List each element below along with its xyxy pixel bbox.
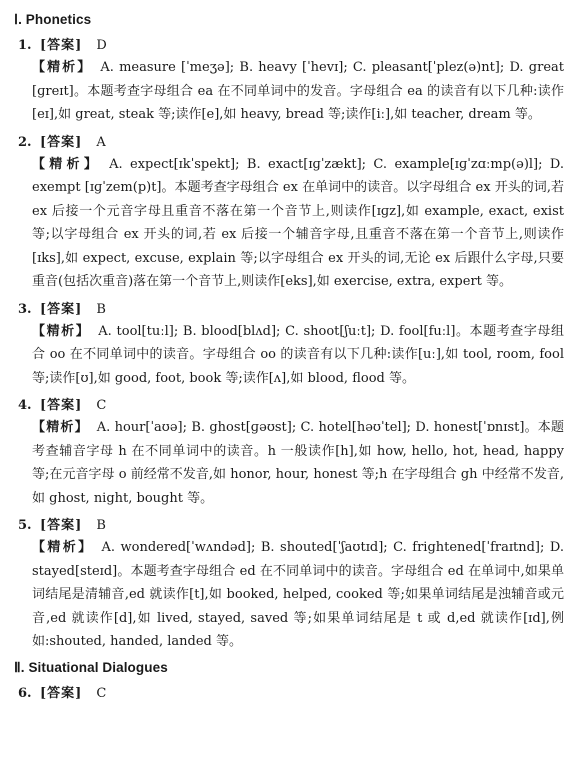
item-number: 2.	[18, 134, 32, 150]
answer-label: [答案]	[40, 134, 83, 150]
item-number: 5.	[18, 518, 32, 533]
answer-label: [答案]	[40, 38, 83, 53]
section-title-situational-dialogues: Ⅱ. Situational Dialogues	[14, 659, 168, 675]
item-number: 1.	[18, 38, 32, 53]
analysis-label: 【精析】	[32, 540, 94, 555]
answer-label: [答案]	[40, 301, 83, 317]
answer-item	[18, 514, 564, 654]
item-number: 3.	[18, 301, 32, 317]
answer-value: B	[96, 301, 106, 317]
answer-label: [答案]	[40, 518, 83, 533]
analysis-label: 【精析】	[32, 60, 93, 75]
answer-value: C	[96, 685, 107, 701]
item-number: 6.	[18, 685, 32, 701]
answer-item	[18, 34, 564, 127]
answer-value: B	[96, 518, 106, 533]
analysis-label: 【精析】	[32, 323, 91, 339]
analysis-text: A. hour[ˈaʊə]; B. ghost[ɡəʊst]; C. hotel[həʊˈtel]; D. honest[ˈɒnɪst]。本题考查辅音字母 h 在不同单词中的读音。h 一般读作[h],如 how, hello, hot, head, happy 等;在元音字母 o 前经常不发音,如 honor, hour, honest 等;h 在字母组合 gh 中经常不发音,如 ghost, night, bought 等。	[32, 420, 564, 506]
section-title-phonetics: Ⅰ. Phonetics	[14, 12, 92, 27]
analysis-text: A. tool[tuːl]; B. blood[blʌd]; C. shoot[ʃuːt]; D. fool[fuːl]。本题考查字母组合 oo 在不同单词中的读音。字母组合 oo 的读音有以下几种:读作[uː],如 tool, room, fool 等;读作[ʊ],如 good, foot, book 等;读作[ʌ],如 blood, flood 等。	[32, 323, 564, 386]
answer-value: D	[96, 38, 107, 53]
analysis-text: A. wondered[ˈwʌndəd]; B. shouted[ˈʃaʊtɪd]; C. frightened[ˈfraɪtnd]; D. stayed[steɪd]。本题考查字母组合 ed 在不同单词中的读音。字母组合 ed 在单词中,如果单词结尾是清辅音,ed 就读作[t],如 booked, helped, cooked 等;如果单词结尾是浊辅音或元音,ed 就读作[d],如 lived, stayed, saved 等;如果单词结尾是 t 或 d,ed 就读作[ɪd],例如:shouted, handed, landed 等。	[32, 540, 564, 649]
answer-item	[18, 298, 564, 391]
answer-value: C	[96, 398, 107, 413]
item-number: 4.	[18, 398, 32, 413]
analysis-text: A. expect[ɪkˈspekt]; B. exact[ɪɡˈzækt]; C. example[ɪɡˈzɑːmp(ə)l]; D. exempt [ɪɡˈzem(p)t]。本题考查字母组合 ex 在单词中的读音。以字母组合 ex 开头的词,若 ex 后接一个元音字母且重音不落在第一个音节上,则读作[ɪɡz],如 example, exact, exist 等;以字母组合 ex 开头的词,若 ex 后接一个辅音字母,且重音不落在第一个音节上,则读作[ɪks],如 expect, excuse, explain 等;以字母组合 ex 开头的词,无论 ex 后跟什么字母,只要重音(包括次重音)落在第一个音节上,则读作[eks],如 exercise, extra, expert 等。	[32, 156, 564, 289]
answer-item	[18, 131, 564, 294]
analysis-label: 【精析】	[32, 420, 89, 435]
answer-item	[18, 394, 564, 510]
answer-value: A	[96, 134, 106, 150]
answer-item	[18, 682, 564, 704]
analysis-text: A. measure [ˈmeʒə]; B. heavy [ˈhevɪ]; C. pleasant[ˈplez(ə)nt]; D. great [ɡreɪt]。本题考查字母组合 ea 在不同单词中的发音。字母组合 ea 的读音有以下几种:读作[eɪ],如 great, steak 等;读作[e],如 heavy, bread 等;读作[iː],如 teacher, dream 等。	[32, 60, 564, 122]
analysis-label: 【精析】	[32, 156, 102, 172]
answer-label: [答案]	[40, 685, 83, 701]
answer-label: [答案]	[40, 398, 83, 413]
